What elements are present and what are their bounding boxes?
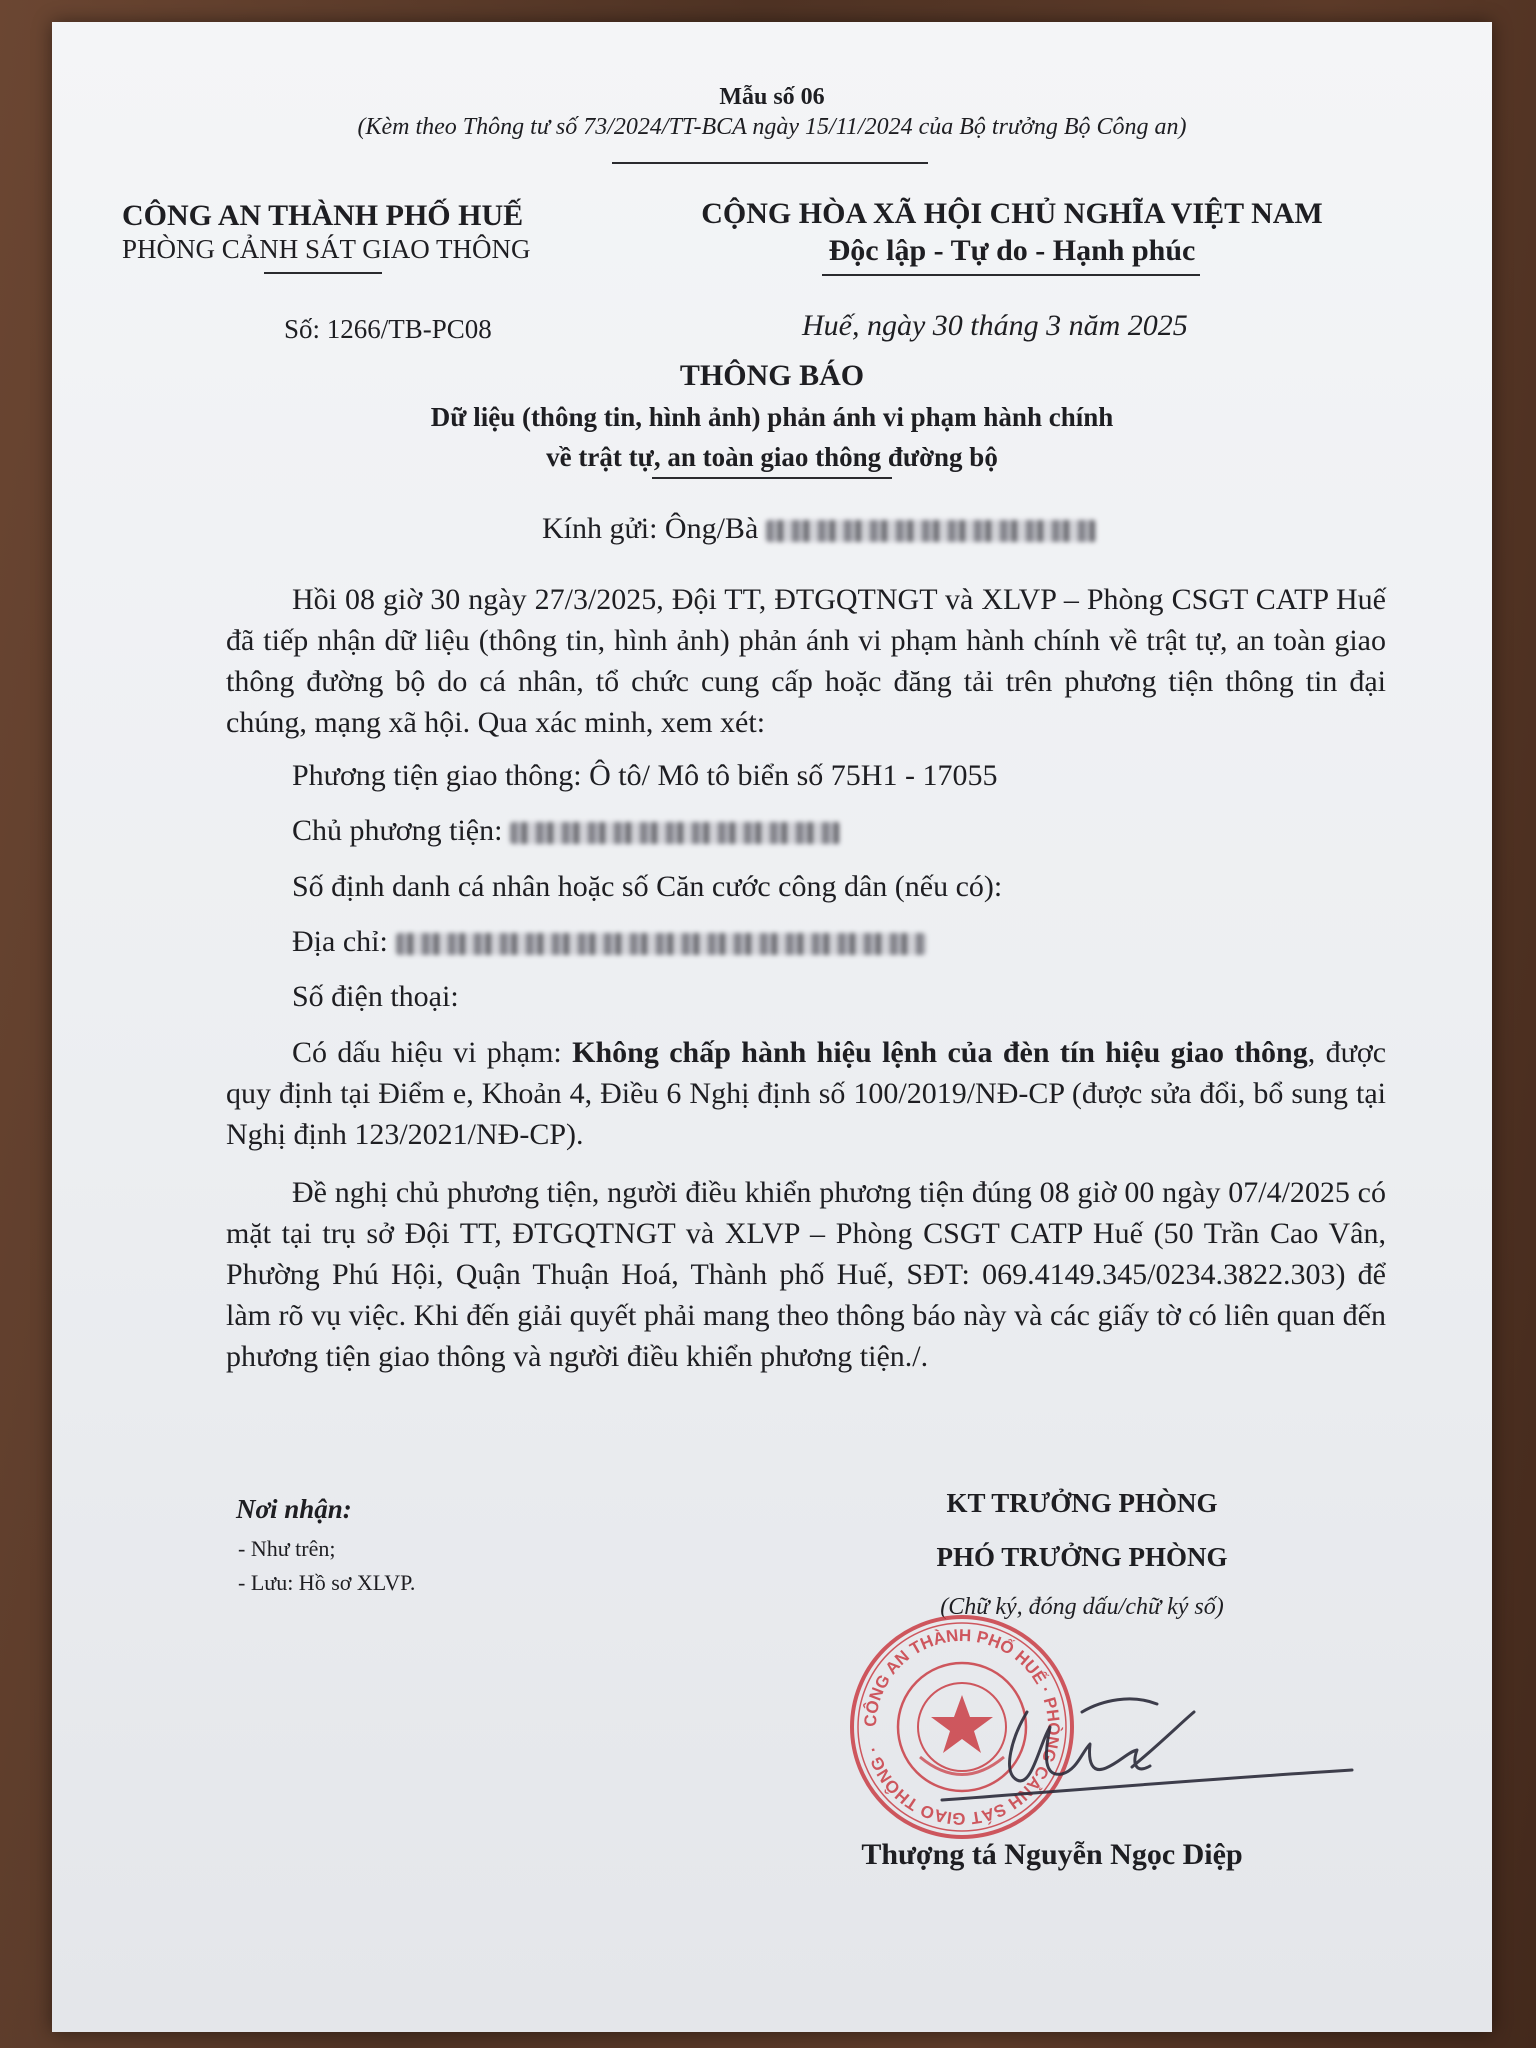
signature-note: (Chữ ký, đóng dấu/chữ ký số) [940, 1594, 1224, 1620]
document-title: THÔNG BÁO [679, 359, 865, 392]
redacted-address [396, 933, 926, 955]
violation-description: Không chấp hành hiệu lệnh của đèn tín hiệu giao thông [572, 1036, 1308, 1069]
phone-line: Số điện thoại: [292, 980, 459, 1013]
redacted-owner-name [510, 822, 840, 844]
handwritten-signature [932, 1682, 1362, 1822]
redacted-recipient-name [766, 520, 1096, 542]
recipient-label: Kính gửi: Ông/Bà [542, 512, 759, 545]
seal-text: CÔNG AN THÀNH PHỐ HUẾ · PHÒNG CẢNH SÁT GIAO THÔNG · [860, 1625, 1064, 1829]
signature-title-1: KT TRƯỞNG PHÒNG [946, 1488, 1218, 1518]
vehicle-line: Phương tiện giao thông: Ô tô/ Mô tô biển số 75H1 - 17055 [292, 759, 998, 792]
national-motto: Độc lập - Tự do - Hạnh phúc [828, 234, 1196, 267]
document-subtitle-2: về trật tự, an toàn giao thông đường bộ [546, 442, 998, 472]
recipient-item: - Lưu: Hồ sơ XLVP. [238, 1570, 416, 1595]
recipient-line [542, 512, 1096, 546]
recipients-heading: Nơi nhận: [236, 1494, 352, 1524]
violation-legal-basis: , được quy định tại Điểm e, Khoản 4, Điều 6 Nghị định số 100/2019/NĐ-CP (được sửa đổi, bổ sung tại Nghị định 123/2021/NĐ-CP). [226, 1036, 1387, 1151]
owner-line [292, 814, 840, 848]
nation-name: CỘNG HÒA XÃ HỘI CHỦ NGHĨA VIỆT NAM [701, 197, 1323, 230]
document-page [52, 22, 1492, 2032]
signer-name: Thượng tá Nguyễn Ngọc Diệp [861, 1838, 1243, 1871]
title-underline [652, 477, 892, 479]
address-label: Địa chỉ: [292, 925, 388, 958]
signature-title-2: PHÓ TRƯỞNG PHÒNG [936, 1542, 1228, 1572]
motto-underline [822, 274, 1200, 276]
violation-prefix: Có dấu hiệu vi phạm: [292, 1036, 573, 1069]
agency-department: PHÒNG CẢNH SÁT GIAO THÔNG [122, 234, 531, 264]
agency-underline [264, 272, 382, 274]
violation-paragraph [226, 1032, 1386, 1155]
place-date: Huế, ngày 30 tháng 3 năm 2025 [802, 309, 1188, 342]
agency-name: CÔNG AN THÀNH PHỐ HUẾ [122, 199, 524, 232]
intro-paragraph: Hồi 08 giờ 30 ngày 27/3/2025, Đội TT, ĐTGQTNGT và XLVP – Phòng CSGT CATP Huế đã tiếp nhận dữ liệu (thông tin, hình ảnh) phản ánh vi phạm hành chính về trật tự, an toàn giao thông đường bộ do cá nhân, tổ chức cung cấp hoặc đăng tải trên phương tiện thông tin đại chúng, mạng xã hội. Qua xác minh, xem xét: [226, 583, 1386, 739]
form-number: Mẫu số 06 [719, 84, 825, 110]
document-subtitle-1: Dữ liệu (thông tin, hình ảnh) phản ánh vi phạm hành chính [430, 402, 1114, 432]
id-line: Số định danh cá nhân hoặc số Căn cước công dân (nếu có): [292, 870, 1003, 903]
owner-label: Chủ phương tiện: [292, 814, 503, 847]
address-line [292, 925, 926, 959]
request-paragraph: Đề nghị chủ phương tiện, người điều khiển phương tiện đúng 08 giờ 00 ngày 07/4/2025 có mặt tại trụ sở Đội TT, ĐTGQTNGT và XLVP – Phòng CSGT CATP Huế (50 Trần Cao Vân, Phường Phú Hội, Quận Thuận Hoá, Thành phố Huế, SĐT: 069.4149.345/0234.3822.303) để làm rõ vụ việc. Khi đến giải quyết phải mang theo thông báo này và các giấy tờ có liên quan đến phương tiện giao thông và người điều khiển phương tiện./. [226, 1176, 1386, 1373]
form-attached-note: (Kèm theo Thông tư số 73/2024/TT-BCA ngày 15/11/2024 của Bộ trưởng Bộ Công an) [357, 114, 1187, 140]
top-divider [612, 162, 928, 164]
recipient-item: - Như trên; [238, 1536, 336, 1561]
document-number: Số: 1266/TB-PC08 [284, 314, 492, 344]
